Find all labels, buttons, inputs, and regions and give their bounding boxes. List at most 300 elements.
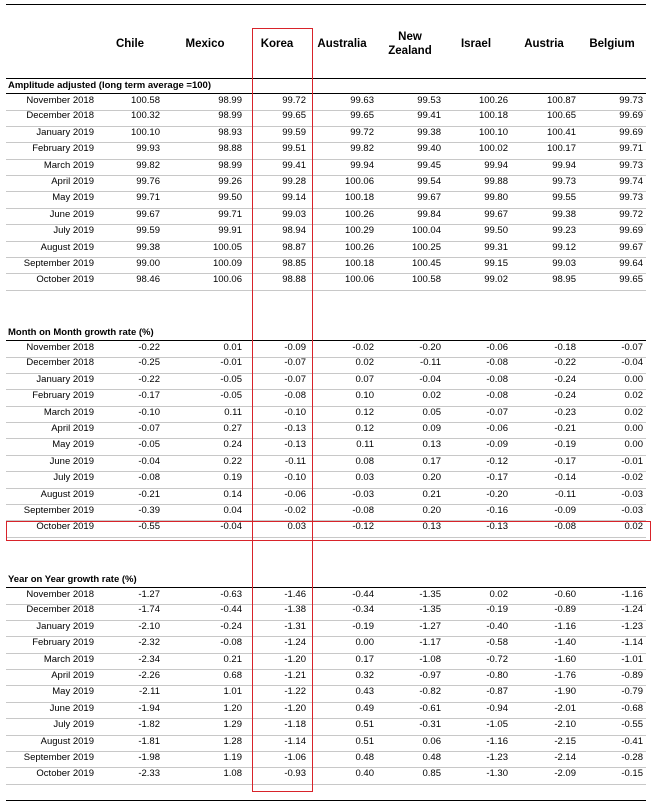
table-cell: -0.12 bbox=[352, 521, 374, 533]
table-cell: -0.13 bbox=[284, 423, 306, 434]
column-header-israel: Israel bbox=[460, 38, 492, 50]
table-cell: 100.06 bbox=[344, 176, 374, 187]
table-cell: 1.08 bbox=[223, 768, 242, 780]
table-cell: -0.02 bbox=[352, 342, 374, 353]
table-cell: 99.50 bbox=[484, 225, 508, 237]
column-header-new-zealand: New Zealand bbox=[388, 31, 432, 57]
table-cell: 99.55 bbox=[552, 192, 576, 204]
table-cell: 0.12 bbox=[355, 423, 374, 434]
table-cell: -0.72 bbox=[486, 653, 508, 665]
table-cell: 99.73 bbox=[619, 95, 643, 106]
table-cell: 99.69 bbox=[619, 126, 643, 138]
table-cell: -0.31 bbox=[419, 719, 441, 731]
row-label: August 2019 bbox=[40, 735, 94, 747]
table-cell: -0.87 bbox=[486, 686, 508, 698]
table-cell: 99.93 bbox=[136, 143, 160, 155]
table-cell: 0.11 bbox=[356, 439, 374, 451]
table-cell: -0.80 bbox=[486, 670, 508, 681]
table-cell: 0.27 bbox=[223, 423, 242, 434]
table-cell: 0.02 bbox=[624, 406, 643, 418]
section-title: Amplitude adjusted (long term average =100) bbox=[8, 80, 211, 91]
table-cell: -0.55 bbox=[621, 719, 643, 731]
table-cell: -1.14 bbox=[284, 735, 306, 747]
table-cell: 1.29 bbox=[223, 719, 242, 731]
table-cell: -1.23 bbox=[486, 752, 508, 763]
table-cell: 100.18 bbox=[344, 258, 374, 269]
table-cell: 0.00 bbox=[624, 423, 643, 434]
table-cell: 100.25 bbox=[411, 241, 441, 253]
row-label: June 2019 bbox=[49, 455, 94, 467]
table-cell: 0.20 bbox=[422, 472, 441, 484]
table-cell: 0.43 bbox=[355, 686, 374, 698]
table-cell: 0.00 bbox=[624, 439, 643, 451]
table-cell: -0.11 bbox=[285, 455, 306, 467]
row-label: September 2019 bbox=[23, 505, 94, 516]
table-cell: 98.88 bbox=[218, 143, 242, 155]
table-cell: 99.73 bbox=[552, 176, 576, 187]
table-cell: -0.60 bbox=[554, 589, 576, 600]
table-row bbox=[6, 142, 646, 159]
table-cell: 99.71 bbox=[619, 143, 643, 155]
row-label: January 2019 bbox=[36, 126, 94, 138]
table-cell: -0.12 bbox=[486, 455, 508, 467]
table-cell: -0.21 bbox=[554, 423, 576, 434]
table-cell: -0.08 bbox=[486, 390, 508, 402]
table-cell: -0.23 bbox=[554, 406, 576, 418]
table-cell: 0.04 bbox=[223, 505, 242, 516]
table-cell: -1.76 bbox=[554, 670, 576, 681]
table-cell: 99.72 bbox=[282, 95, 306, 106]
row-label: May 2019 bbox=[52, 192, 94, 204]
table-cell: -0.05 bbox=[220, 390, 242, 402]
table-row bbox=[6, 702, 646, 719]
table-cell: -0.10 bbox=[284, 406, 306, 418]
table-cell: -1.17 bbox=[419, 637, 441, 649]
table-row bbox=[6, 438, 646, 455]
table-cell: 0.11 bbox=[224, 406, 242, 418]
table-cell: 99.84 bbox=[417, 208, 441, 220]
table-cell: 100.17 bbox=[546, 143, 576, 155]
table-cell: -1.05 bbox=[486, 719, 508, 731]
table-row bbox=[6, 126, 646, 143]
table-cell: 0.20 bbox=[422, 505, 441, 516]
table-cell: -0.63 bbox=[220, 589, 242, 600]
table-cell: -0.97 bbox=[419, 670, 441, 681]
table-cell: -0.10 bbox=[284, 472, 306, 484]
table-cell: 0.17 bbox=[422, 455, 441, 467]
table-cell: -0.44 bbox=[352, 589, 374, 600]
row-label: December 2018 bbox=[26, 110, 94, 122]
table-cell: 98.46 bbox=[136, 274, 160, 286]
table-cell: -2.15 bbox=[554, 735, 576, 747]
table-row bbox=[6, 175, 646, 192]
row-label: August 2019 bbox=[40, 241, 94, 253]
table-cell: -0.08 bbox=[486, 357, 508, 369]
table-row bbox=[6, 488, 646, 505]
row-label: April 2019 bbox=[51, 176, 94, 187]
table-cell: 99.15 bbox=[484, 258, 508, 269]
table-cell: 98.88 bbox=[282, 274, 306, 286]
table-cell: -0.04 bbox=[419, 373, 441, 385]
table-cell: -0.82 bbox=[419, 686, 441, 698]
row-label: April 2019 bbox=[51, 423, 94, 434]
column-header-chile: Chile bbox=[115, 38, 145, 50]
table-cell: -2.10 bbox=[138, 620, 160, 632]
table-cell: 99.38 bbox=[417, 126, 441, 138]
table-row bbox=[6, 751, 646, 768]
column-header-belgium: Belgium bbox=[589, 38, 635, 50]
table-cell: -0.21 bbox=[138, 488, 160, 500]
table-cell: 0.21 bbox=[223, 653, 242, 665]
table-cell: 0.14 bbox=[223, 488, 242, 500]
table-cell: -0.03 bbox=[621, 505, 643, 516]
row-label: February 2019 bbox=[32, 143, 94, 155]
table-cell: -0.08 bbox=[138, 472, 160, 484]
table-row bbox=[6, 455, 646, 472]
table-cell: 99.38 bbox=[136, 241, 160, 253]
table-cell: 98.99 bbox=[218, 95, 242, 106]
table-cell: -0.58 bbox=[486, 637, 508, 649]
table-cell: -0.11 bbox=[420, 357, 441, 369]
table-cell: 100.10 bbox=[478, 126, 508, 138]
table-cell: -0.14 bbox=[554, 472, 576, 484]
table-cell: -0.25 bbox=[138, 357, 160, 369]
table-cell: 99.28 bbox=[282, 176, 306, 187]
table-cell: 0.00 bbox=[355, 637, 374, 649]
table-cell: -0.17 bbox=[138, 390, 160, 402]
row-label: September 2019 bbox=[23, 752, 94, 763]
table-cell: 99.69 bbox=[619, 225, 643, 237]
table-cell: -0.09 bbox=[554, 505, 576, 516]
table-row bbox=[6, 504, 646, 521]
table-cell: 99.45 bbox=[417, 159, 441, 171]
table-row bbox=[6, 373, 646, 390]
table-cell: -0.08 bbox=[486, 373, 508, 385]
table-cell: -0.04 bbox=[621, 357, 643, 369]
table-cell: -1.98 bbox=[138, 752, 160, 763]
table-cell: 0.02 bbox=[422, 390, 441, 402]
table-cell: 99.59 bbox=[136, 225, 160, 237]
table-cell: -1.46 bbox=[284, 589, 306, 600]
table-cell: -1.01 bbox=[621, 653, 643, 665]
table-cell: -1.24 bbox=[284, 637, 306, 649]
table-cell: 100.87 bbox=[546, 95, 576, 106]
table-cell: -2.11 bbox=[139, 686, 160, 698]
table-cell: 99.73 bbox=[619, 192, 643, 204]
table-row bbox=[6, 241, 646, 258]
table-cell: -0.01 bbox=[220, 357, 242, 369]
table-cell: 100.45 bbox=[411, 258, 441, 269]
table-cell: -0.89 bbox=[554, 604, 576, 616]
row-label: March 2019 bbox=[43, 653, 94, 665]
table-cell: 100.06 bbox=[212, 274, 242, 286]
table-cell: 99.94 bbox=[552, 159, 576, 171]
top-rule bbox=[6, 4, 646, 5]
table-cell: -0.24 bbox=[554, 373, 576, 385]
table-cell: -0.34 bbox=[352, 604, 374, 616]
table-cell: 98.99 bbox=[218, 159, 242, 171]
table-cell: 100.09 bbox=[212, 258, 242, 269]
table-cell: -1.22 bbox=[284, 686, 306, 698]
row-label: February 2019 bbox=[32, 637, 94, 649]
row-label: February 2019 bbox=[32, 390, 94, 402]
table-cell: 99.63 bbox=[350, 95, 374, 106]
table-cell: 0.02 bbox=[624, 521, 643, 533]
table-cell: -0.94 bbox=[486, 702, 508, 714]
table-cell: 99.67 bbox=[484, 208, 508, 220]
table-cell: 100.04 bbox=[411, 225, 441, 237]
table-cell: 100.65 bbox=[546, 110, 576, 122]
table-cell: -0.06 bbox=[486, 423, 508, 434]
table-cell: -1.60 bbox=[554, 653, 576, 665]
table-cell: -0.08 bbox=[554, 521, 576, 533]
table-cell: -0.03 bbox=[352, 488, 374, 500]
table-cell: -0.02 bbox=[284, 505, 306, 516]
bottom-rule bbox=[6, 800, 646, 801]
table-cell: -1.90 bbox=[554, 686, 576, 698]
table-cell: 100.58 bbox=[130, 95, 160, 106]
table-row bbox=[6, 653, 646, 670]
table-row bbox=[6, 735, 646, 752]
table-cell: 98.85 bbox=[282, 258, 306, 269]
table-cell: 99.14 bbox=[282, 192, 306, 204]
table-cell: 0.10 bbox=[355, 390, 374, 402]
table-cell: 0.21 bbox=[422, 488, 441, 500]
table-cell: 0.08 bbox=[355, 455, 374, 467]
table-cell: -2.14 bbox=[554, 752, 576, 763]
table-cell: 99.67 bbox=[619, 241, 643, 253]
row-label: April 2019 bbox=[51, 670, 94, 681]
table-cell: -0.05 bbox=[138, 439, 160, 451]
table-cell: -0.03 bbox=[621, 488, 643, 500]
table-cell: -0.22 bbox=[554, 357, 576, 369]
table-cell: 100.41 bbox=[546, 126, 576, 138]
table-cell: -0.44 bbox=[220, 604, 242, 616]
table-row bbox=[6, 159, 646, 176]
table-cell: -1.27 bbox=[419, 620, 441, 632]
table-cell: -1.38 bbox=[284, 604, 306, 616]
table-cell: 99.12 bbox=[552, 241, 576, 253]
table-cell: -2.01 bbox=[554, 702, 576, 714]
table-cell: 1.01 bbox=[223, 686, 242, 698]
table-cell: -2.09 bbox=[554, 768, 576, 780]
table-cell: -0.39 bbox=[138, 505, 160, 516]
table-cell: 0.68 bbox=[223, 670, 242, 681]
row-label: March 2019 bbox=[43, 406, 94, 418]
table-row bbox=[6, 273, 646, 290]
table-cell: 99.51 bbox=[282, 143, 306, 155]
table-cell: -0.15 bbox=[621, 768, 643, 780]
table-cell: 99.82 bbox=[350, 143, 374, 155]
table-cell: 99.91 bbox=[218, 225, 242, 237]
row-label: November 2018 bbox=[26, 589, 94, 600]
table-cell: -0.05 bbox=[220, 373, 242, 385]
table-cell: -1.82 bbox=[138, 719, 160, 731]
table-cell: -1.24 bbox=[621, 604, 643, 616]
row-label: June 2019 bbox=[49, 702, 94, 714]
table-cell: 0.17 bbox=[355, 653, 374, 665]
table-cell: 99.41 bbox=[282, 159, 306, 171]
table-cell: -0.08 bbox=[220, 637, 242, 649]
table-row bbox=[6, 224, 646, 241]
table-cell: -0.68 bbox=[621, 702, 643, 714]
row-label: October 2019 bbox=[36, 521, 94, 533]
table-cell: 99.88 bbox=[484, 176, 508, 187]
table-cell: 1.19 bbox=[223, 752, 242, 763]
row-label: September 2019 bbox=[23, 258, 94, 269]
table-cell: 0.22 bbox=[223, 455, 242, 467]
table-cell: 99.82 bbox=[136, 159, 160, 171]
table-cell: 99.00 bbox=[136, 258, 160, 269]
table-cell: -0.24 bbox=[554, 390, 576, 402]
header-rule bbox=[6, 78, 646, 79]
row-label: May 2019 bbox=[52, 686, 94, 698]
table-cell: -1.94 bbox=[138, 702, 160, 714]
table-cell: 100.18 bbox=[478, 110, 508, 122]
table-cell: 100.32 bbox=[130, 110, 160, 122]
table-cell: 99.67 bbox=[417, 192, 441, 204]
table-cell: -1.18 bbox=[284, 719, 306, 731]
table-cell: -1.81 bbox=[138, 735, 160, 747]
table-cell: -0.16 bbox=[486, 505, 508, 516]
table-cell: -1.31 bbox=[284, 620, 306, 632]
table-cell: -1.35 bbox=[419, 604, 441, 616]
row-label: July 2019 bbox=[53, 719, 94, 731]
table-cell: 99.53 bbox=[417, 95, 441, 106]
table-cell: -0.93 bbox=[284, 768, 306, 780]
table-cell: -1.27 bbox=[138, 589, 160, 600]
table-cell: 0.51 bbox=[355, 735, 374, 747]
table-cell: -0.09 bbox=[284, 342, 306, 353]
table-cell: 0.51 bbox=[355, 719, 374, 731]
table-cell: -1.08 bbox=[419, 653, 441, 665]
row-label: December 2018 bbox=[26, 357, 94, 369]
table-cell: 100.10 bbox=[130, 126, 160, 138]
table-cell: -0.20 bbox=[486, 488, 508, 500]
table-cell: 99.41 bbox=[417, 110, 441, 122]
table-cell: -0.22 bbox=[138, 373, 160, 385]
table-cell: -1.40 bbox=[554, 637, 576, 649]
table-cell: -1.20 bbox=[284, 653, 306, 665]
section-title: Month on Month growth rate (%) bbox=[8, 327, 154, 338]
table-cell: 0.19 bbox=[223, 472, 242, 484]
table-cell: -0.02 bbox=[621, 472, 643, 484]
row-label: January 2019 bbox=[36, 373, 94, 385]
table-cell: 98.87 bbox=[282, 241, 306, 253]
table-cell: -1.16 bbox=[554, 620, 576, 632]
table-cell: 0.09 bbox=[422, 423, 441, 434]
column-header-austria: Austria bbox=[524, 38, 564, 50]
table-row bbox=[6, 356, 646, 373]
table-cell: 99.40 bbox=[417, 143, 441, 155]
table-row bbox=[6, 636, 646, 653]
table-row bbox=[6, 685, 646, 702]
table-cell: 100.58 bbox=[411, 274, 441, 286]
row-label: March 2019 bbox=[43, 159, 94, 171]
table-cell: 99.59 bbox=[282, 126, 306, 138]
table-cell: -0.13 bbox=[284, 439, 306, 451]
row-label: August 2019 bbox=[40, 488, 94, 500]
table-cell: -0.18 bbox=[554, 342, 576, 353]
october-2019-highlight-box bbox=[6, 521, 651, 541]
table-cell: 0.00 bbox=[624, 373, 643, 385]
table-cell: -0.08 bbox=[352, 505, 374, 516]
table-cell: 0.40 bbox=[355, 768, 374, 780]
table-cell: 0.05 bbox=[422, 406, 441, 418]
table-row bbox=[6, 406, 646, 423]
table-cell: 0.01 bbox=[223, 342, 242, 353]
table-cell: 99.71 bbox=[136, 192, 160, 204]
table-cell: -0.09 bbox=[486, 439, 508, 451]
table-row bbox=[6, 422, 646, 439]
row-label: July 2019 bbox=[53, 225, 94, 237]
table-cell: -0.22 bbox=[138, 342, 160, 353]
row-label: November 2018 bbox=[26, 95, 94, 106]
table-cell: 0.12 bbox=[355, 406, 374, 418]
table-cell: 100.26 bbox=[344, 241, 374, 253]
column-header-mexico: Mexico bbox=[185, 38, 225, 50]
table-cell: -1.21 bbox=[284, 670, 306, 681]
table-cell: 99.76 bbox=[136, 176, 160, 187]
table-cell: -0.10 bbox=[138, 406, 160, 418]
table-cell: 98.93 bbox=[218, 126, 242, 138]
table-cell: 100.05 bbox=[212, 241, 242, 253]
table-cell: 0.32 bbox=[355, 670, 374, 681]
table-cell: 99.80 bbox=[484, 192, 508, 204]
table-cell: 0.13 bbox=[422, 439, 441, 451]
table-cell: 98.94 bbox=[282, 225, 306, 237]
table-row bbox=[6, 257, 646, 274]
table-cell: 99.69 bbox=[619, 110, 643, 122]
table-cell: -0.24 bbox=[220, 620, 242, 632]
table-cell: 99.65 bbox=[350, 110, 374, 122]
table-row bbox=[6, 767, 646, 784]
column-header-australia: Australia bbox=[317, 38, 367, 50]
table-cell: 1.28 bbox=[223, 735, 242, 747]
table-cell: -0.20 bbox=[419, 342, 441, 353]
table-cell: 99.38 bbox=[552, 208, 576, 220]
table-cell: 99.72 bbox=[619, 208, 643, 220]
table-cell: 100.06 bbox=[344, 274, 374, 286]
table-cell: -1.14 bbox=[621, 637, 643, 649]
table-row bbox=[6, 620, 646, 637]
table-cell: -0.19 bbox=[554, 439, 576, 451]
table-cell: 99.94 bbox=[350, 159, 374, 171]
table-cell: -0.40 bbox=[486, 620, 508, 632]
row-label: June 2019 bbox=[49, 208, 94, 220]
table-cell: 99.71 bbox=[218, 208, 242, 220]
column-header-korea: Korea bbox=[260, 38, 294, 50]
table-cell: 99.94 bbox=[484, 159, 508, 171]
table-cell: -0.06 bbox=[284, 488, 306, 500]
table-cell: 99.74 bbox=[619, 176, 643, 187]
row-label: November 2018 bbox=[26, 342, 94, 353]
table-cell: -0.04 bbox=[220, 521, 242, 533]
table-cell: 99.67 bbox=[136, 208, 160, 220]
table-cell: -0.07 bbox=[621, 342, 643, 353]
table-cell: -1.16 bbox=[486, 735, 508, 747]
table-cell: -0.41 bbox=[621, 735, 643, 747]
table-cell: 0.06 bbox=[422, 735, 441, 747]
row-label: October 2019 bbox=[36, 768, 94, 780]
table-cell: 99.23 bbox=[552, 225, 576, 237]
table-cell: 99.64 bbox=[619, 258, 643, 269]
row-label: October 2019 bbox=[36, 274, 94, 286]
table-cell: -1.30 bbox=[486, 768, 508, 780]
table-cell: 98.99 bbox=[218, 110, 242, 122]
table-cell: 100.29 bbox=[344, 225, 374, 237]
table-cell: 0.85 bbox=[422, 768, 441, 780]
